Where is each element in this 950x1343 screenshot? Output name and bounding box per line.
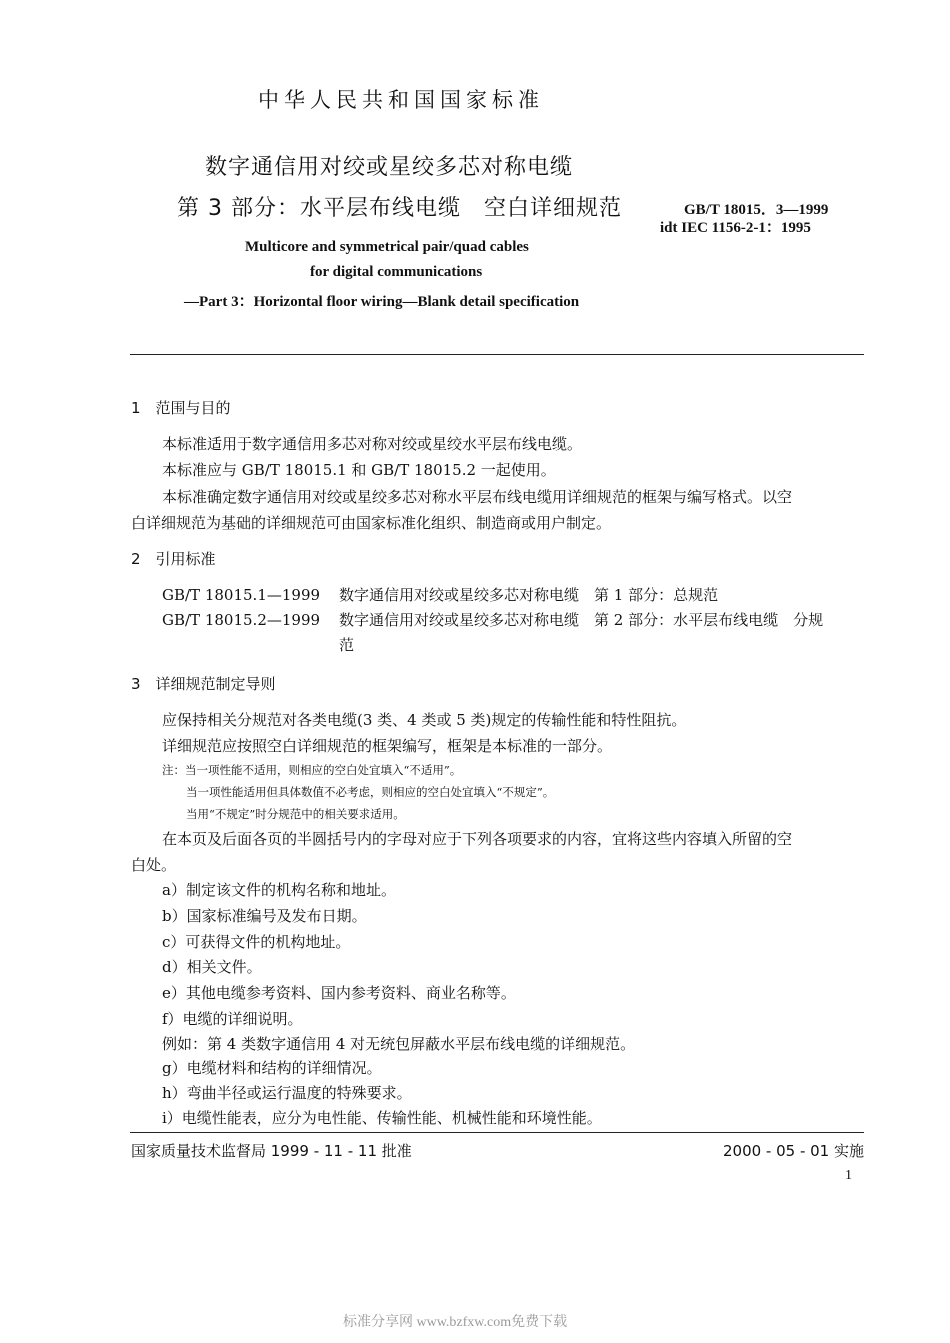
list-item-f: f）电缆的详细说明。 (162, 1010, 303, 1028)
reference-code-2: GB/T 18015.2—1999 (162, 611, 321, 629)
watermark: 标准分享网 www.bzfxw.com免费下载 (343, 1315, 568, 1330)
reference-code-1: GB/T 18015.1—1999 (162, 586, 321, 604)
header-divider (130, 354, 864, 355)
standard-number: GB/T 18015．3—1999 (684, 202, 829, 218)
section1-paragraph2: 本标准应与 GB/T 18015.1 和 GB/T 18015.2 一起使用。 (162, 461, 556, 479)
section3-paragraph3-line2: 白处。 (131, 856, 177, 874)
reference-title-2: 数字通信用对绞或星绞多芯对称电缆 第 2 部分：水平层布线电缆 分规 (339, 611, 824, 629)
section1-paragraph1: 本标准适用于数字通信用多芯对称对绞或星绞水平层布线电缆。 (162, 435, 583, 453)
section1-heading: 1 范围与目的 (131, 399, 231, 417)
section1-paragraph3-line2: 白详细规范为基础的详细规范可由国家标准化组织、制造商或用户制定。 (131, 514, 612, 532)
note-1: 注：当一项性能不适用，则相应的空白处宜填入“不适用”。 (162, 763, 462, 777)
footer-divider (130, 1132, 864, 1133)
list-item-e: e）其他电缆参考资料、国内参考资料、商业名称等。 (162, 984, 516, 1002)
list-item-h: h）弯曲半径或运行温度的特殊要求。 (162, 1084, 412, 1102)
page-number: 1 (845, 1168, 852, 1183)
title-cn-line1: 数字通信用对绞或星绞多芯对称电缆 (205, 155, 574, 180)
section3-paragraph1: 应保持相关分规范对各类电缆(3 类、4 类或 5 类)规定的传输性能和特性阻抗。 (162, 711, 687, 729)
title-cn-line2: 第 3 部分：水平层布线电缆 空白详细规范 (177, 196, 622, 221)
implementation-date: 2000 - 05 - 01 实施 (722, 1142, 864, 1160)
national-standard-label: 中华人民共和国国家标准 (258, 88, 544, 112)
list-item-i: i）电缆性能表，应分为电性能、传输性能、机械性能和环境性能。 (162, 1109, 602, 1127)
list-item-c: c）可获得文件的机构地址。 (162, 933, 351, 951)
section1-paragraph3-line1: 本标准确定数字通信用对绞或星绞多芯对称水平层布线电缆用详细规范的框架与编写格式。以空 (162, 488, 793, 506)
list-item-d: d）相关文件。 (162, 958, 262, 976)
title-en-line3: —Part 3：Horizontal floor wiring—Blank detail specification (184, 294, 580, 310)
title-en-line2: for digital communications (310, 264, 483, 280)
note-3: 当用“不规定”时分规范中的相关要求适用。 (186, 807, 405, 821)
reference-title-1: 数字通信用对绞或星绞多芯对称电缆 第 1 部分：总规范 (339, 586, 719, 604)
list-item-example: 例如：第 4 类数字通信用 4 对无统包屏蔽水平层布线电缆的详细规范。 (162, 1035, 636, 1053)
approval-text: 国家质量技术监督局 1999 - 11 - 11 批准 (131, 1142, 412, 1160)
idt-reference: idt IEC 1156-2-1：1995 (660, 220, 811, 236)
section3-paragraph3-line1: 在本页及后面各页的半圆括号内的字母对应于下列各项要求的内容，宜将这些内容填入所留的空 (162, 830, 793, 848)
section2-heading: 2 引用标准 (131, 550, 216, 568)
section3-heading: 3 详细规范制定导则 (131, 675, 276, 693)
section3-paragraph2: 详细规范应按照空白详细规范的框架编写，框架是本标准的一部分。 (162, 737, 613, 755)
reference-title-2-cont: 范 (339, 636, 355, 654)
note-2: 当一项性能适用但具体数值不必考虑，则相应的空白处宜填入“不规定”。 (186, 785, 555, 799)
title-en-line1: Multicore and symmetrical pair/quad cables (245, 239, 529, 255)
list-item-g: g）电缆材料和结构的详细情况。 (162, 1059, 382, 1077)
list-item-b: b）国家标准编号及发布日期。 (162, 907, 367, 925)
list-item-a: a）制定该文件的机构名称和地址。 (162, 881, 396, 899)
